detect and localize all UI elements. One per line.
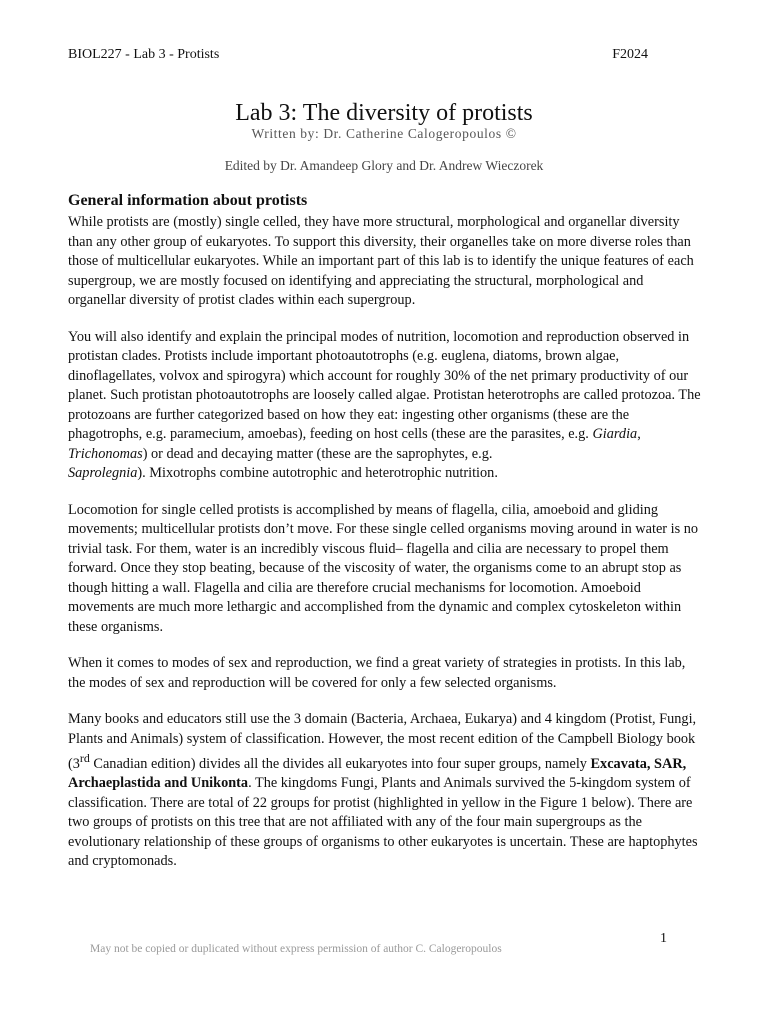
course-label: BIOL227 - Lab 3 - Protists [68,47,220,62]
ordinal-superscript: rd [79,751,90,765]
editors-line: Edited by Dr. Amandeep Glory and Dr. Andrew Wieczorek [224,158,544,173]
paragraph-reproduction: When it comes to modes of sex and reproduction, we find a great variety of strategies in protists. In this lab, the modes of sex and reproduction will be covered for only a few selected organisms. [68,655,686,691]
document-body [68,191,702,889]
paragraph-classification-text-3: . The kingdoms Fungi, Plants and Animals survived the 5-kingdom system of classification. There are total of 22 groups for protist (highlighted in yellow in the Figure 1 below). There are two groups of protists on this tree that are not affiliated with any of the four main supergroups as the evolutionary relationship of these groups of organisms to other eukaryotes is uncertain. These are haptophytes and cryptomonads. [68,775,698,870]
saprolegnia-term: Saprolegnia [68,465,138,481]
copyright-footer: May not be copied or duplicated without express permission of author C. Calogeropoulos [90,943,502,955]
paragraph-nutrition [68,328,702,484]
paragraph-nutrition-text-3: ). Mixotrophs combine autotrophic and heterotrophic nutrition. [137,465,498,481]
supergroups-bold: Excavata, SAR, Archaeplastida and Unikonta [68,755,687,792]
paragraph-nutrition-text-2: ) or dead and decaying matter (these are the saprophytes, e.g. [142,445,493,462]
paragraph-intro: While protists are (mostly) single celled, they have more structural, morphological and organellar diversity than any other group of eukaryotes. To support this diversity, their organelles take on more diverse roles than those of multicellular eukaryotes. While an important part of this lab is to identify the unique features of each supergroup, we are mostly focused on identifying and appreciating the structural, morphological and organellar diversity of protist clades within each supergroup. [68,214,694,308]
paragraph-classification [68,710,702,872]
paragraph-classification-text-1: Many books and educators still use the 3 domain (Bacteria, Archaea, Eukarya) and 4 kingdom (Protist, Fungi, Plants and Animals) system of classification. However, the most recent edition of the Campbell Biology book (3 [68,711,697,772]
document-title: Lab 3: The diversity of protists [235,100,533,126]
paragraph-locomotion: Locomotion for single celled protists is accomplished by means of flagella, cilia, amoeboid and gliding movements; multicellular protists don’t move. For these single celled organisms moving around in water is no trivial task. For them, water is an incredibly viscous fluid– flagella and cilia are necessary to propel them forward. Once they stop beating, because of the viscosity of water, the organisms come to an abrupt stop as though hitting a wall. Flagella and cilia are therefore crucial mechanisms for locomotion. Amoeboid movements are much more lethargic and accomplished from the dynamic and complex cytoskeleton within these organisms. [68,501,699,635]
giardia-term: Giardia [592,426,638,442]
term-label: F2024 [612,47,648,62]
page-number: 1 [660,931,667,946]
paragraph-nutrition-text-1: You will also identify and explain the principal modes of nutrition, locomotion and reproduction observed in protistan clades. Protists include important photoautotrophs (e.g. euglena, diatoms, brown algae, dinoflagellates, volvox and spirogyra) which account for roughly 30% of the net primary productivity of our planet. Such protistan photoautotrophs are loosely called algae. Protistan heterotrophs are called protozoa. The protozoans are further categorized based on how they eat: ingesting other organisms (these are the phagotrophs, e.g. paramecium, amoebas), feeding on host cells (these are the parasites, e.g. [68,328,701,442]
section-heading: General information about protists [68,192,308,209]
paragraph-classification-text-2: Canadian edition) divides all the divides all eukaryotes into four super groups, namely [89,755,591,772]
paragraph-nutrition-separator: , [637,426,641,442]
author-line: Written by: Dr. Catherine Calogeropoulos © [251,126,517,141]
trichonomas-term: Trichonomas [68,445,143,462]
